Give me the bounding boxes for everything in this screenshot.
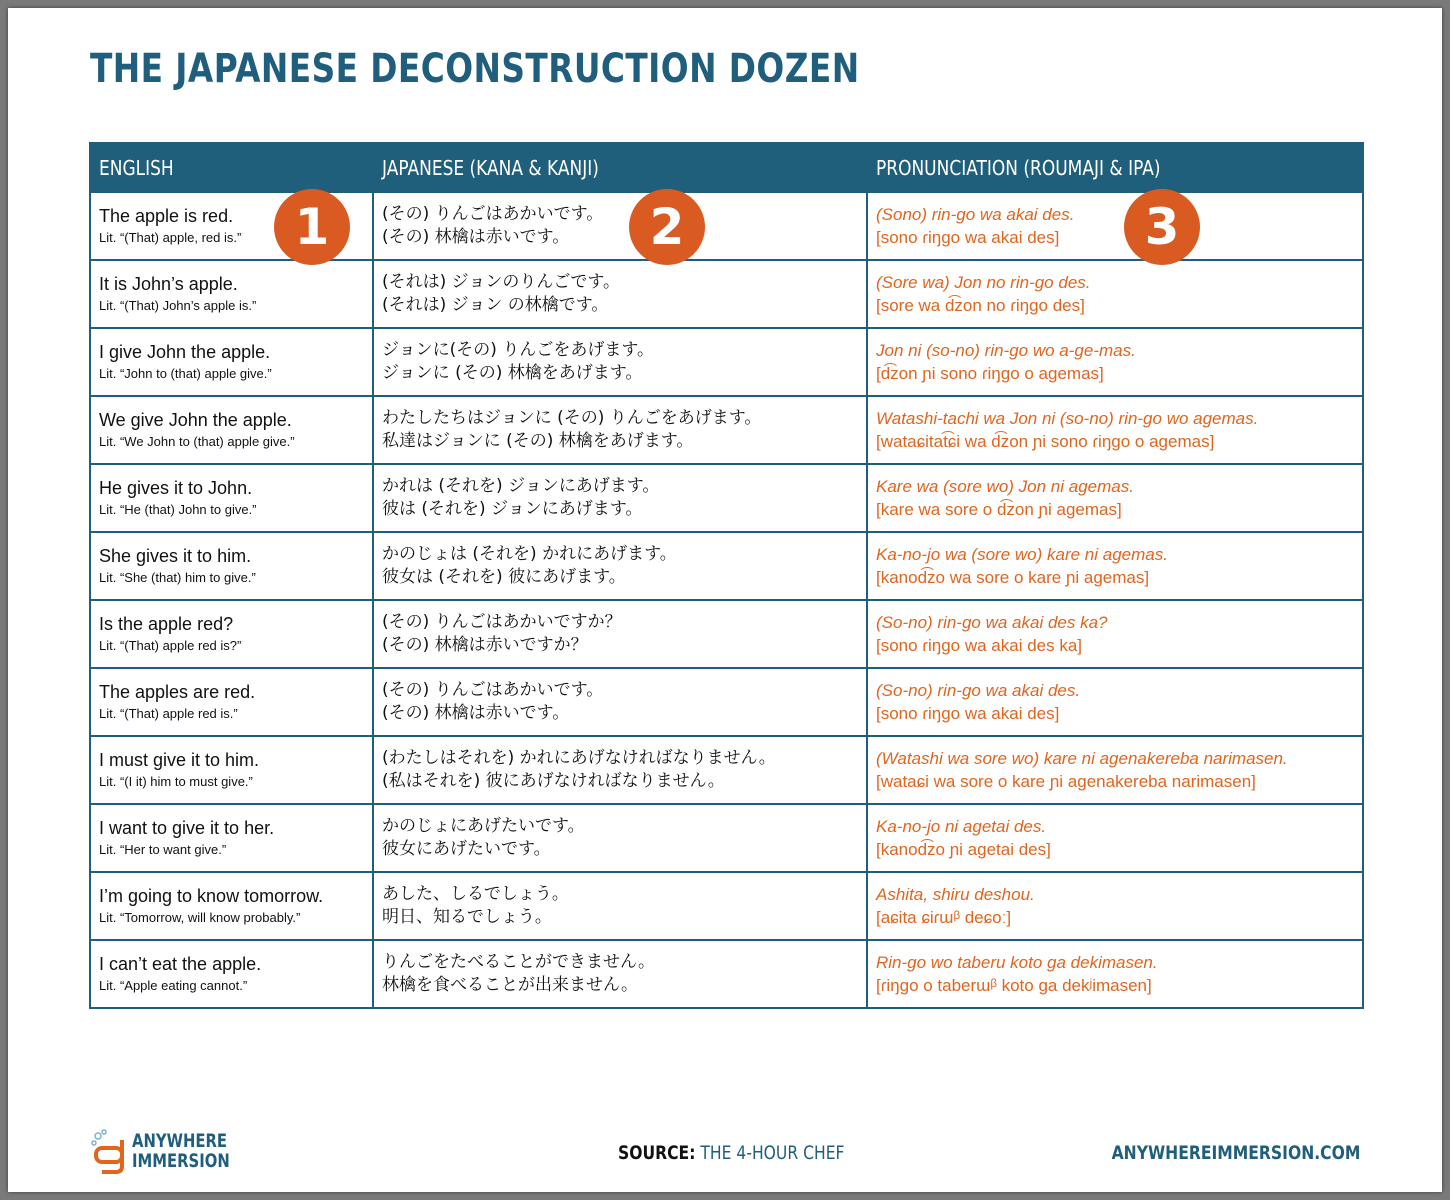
- kanji-text: (その) 林檎は赤いです。: [382, 703, 570, 723]
- source-value: THE 4-HOUR CHEF: [700, 1142, 845, 1164]
- japanese-cell: [373, 668, 867, 736]
- table-row: [90, 532, 1363, 600]
- english-sentence: It is John’s apple.: [99, 274, 238, 294]
- pronunciation-cell: [867, 464, 1363, 532]
- japanese-cell: [373, 532, 867, 600]
- romaji-text: Rin-go wo taberu koto ga dekimasen.: [876, 953, 1158, 972]
- ipa-text: [kanod͡zo wa sore o kare ɲi agemas]: [876, 568, 1150, 587]
- table-row: [90, 736, 1363, 804]
- table-row: [90, 464, 1363, 532]
- source-label: SOURCE:: [618, 1142, 696, 1164]
- kana-text: あした、しるでしょう。: [382, 884, 569, 904]
- header-english: ENGLISH: [90, 143, 373, 192]
- kanji-text: 明日、知るでしょう。: [382, 907, 552, 927]
- literal-translation: Lit. “He (that) John to give.”: [99, 502, 257, 517]
- kana-text: わたしたちはジョンに (その) りんごをあげます。: [382, 408, 762, 428]
- kana-text: (それは) ジョンのりんごです。: [382, 272, 620, 292]
- column-number-badge-1: 1: [274, 189, 350, 265]
- literal-translation: Lit. “Tomorrow, will know probably.”: [99, 910, 301, 925]
- romaji-text: Jon ni (so-no) rin-go wo a-ge-mas.: [876, 341, 1136, 360]
- pronunciation-cell: [867, 532, 1363, 600]
- pronunciation-cell: [867, 668, 1363, 736]
- table-row: [90, 940, 1363, 1008]
- english-cell: [90, 940, 373, 1008]
- header-japanese: JAPANESE (KANA & KANJI): [373, 143, 867, 192]
- literal-translation: Lit. “We John to (that) apple give.”: [99, 434, 295, 449]
- logo-line-2: IMMERSION: [132, 1150, 230, 1172]
- kana-text: (わたしはそれを) かれにあげなければなりません。: [382, 748, 776, 768]
- english-sentence: The apples are red.: [99, 682, 256, 702]
- romaji-text: Kare wa (sore wo) Jon ni agemas.: [876, 477, 1134, 496]
- english-cell: [90, 328, 373, 396]
- table-row: [90, 804, 1363, 872]
- ipa-text: [d͡zon ɲi sono ɾiŋgo o agemas]: [876, 364, 1104, 383]
- japanese-cell: [373, 872, 867, 940]
- kanji-text: 彼女は (それを) 彼にあげます。: [382, 567, 626, 587]
- table-row: [90, 396, 1363, 464]
- table-row: [90, 328, 1363, 396]
- ipa-text: [wataɕitat͡ɕi wa d͡zon ɲi sono ɾiŋgo o agemas]: [876, 432, 1215, 451]
- japanese-cell: [373, 736, 867, 804]
- ipa-text: [aɕita ɕiɾɯᵝ deɕoː]: [876, 908, 1012, 927]
- literal-translation: Lit. “Apple eating cannot.”: [99, 978, 248, 993]
- english-sentence: I must give it to him.: [99, 750, 260, 770]
- romaji-text: Watashi-tachi wa Jon ni (so-no) rin-go wo agemas.: [876, 409, 1259, 428]
- ipa-text: [kare wa sore o d͡zon ɲi agemas]: [876, 500, 1122, 519]
- japanese-cell: [373, 192, 867, 260]
- column-number-badge-2: 2: [629, 189, 705, 265]
- japanese-cell: [373, 804, 867, 872]
- kana-text: かれは (それを) ジョンにあげます。: [382, 476, 660, 496]
- kanji-text: (私はそれを) 彼にあげなければなりません。: [382, 771, 725, 791]
- ipa-text: [sore wa d͡zon no ɾiŋgo des]: [876, 296, 1085, 315]
- english-cell: [90, 668, 373, 736]
- literal-translation: Lit. “(That) apple red is.”: [99, 706, 238, 721]
- pronunciation-cell: [867, 600, 1363, 668]
- ipa-text: [wataɕi wa sore o kare ɲi agenakereba narimasen]: [876, 772, 1256, 791]
- japanese-cell: [373, 600, 867, 668]
- romaji-text: Ashita, shiru deshou.: [876, 885, 1035, 904]
- literal-translation: Lit. “Her to want give.”: [99, 842, 227, 857]
- website-link[interactable]: ANYWHEREIMMERSION.COM: [1111, 1142, 1360, 1164]
- kanji-text: (その) 林檎は赤いですか？: [382, 635, 588, 655]
- literal-translation: Lit. “(That) apple, red is.”: [99, 230, 242, 245]
- romaji-text: (So-no) rin-go wa akai des.: [876, 681, 1081, 700]
- romaji-text: (Watashi wa sore wo) kare ni agenakereba narimasen.: [876, 749, 1288, 768]
- english-sentence: I can’t eat the apple.: [99, 954, 262, 974]
- snorkel-mask-icon: [88, 1128, 132, 1174]
- romaji-text: Ka-no-jo ni agetai des.: [876, 817, 1047, 836]
- table-row: [90, 668, 1363, 736]
- japanese-cell: [373, 396, 867, 464]
- english-cell: [90, 600, 373, 668]
- japanese-cell: [373, 464, 867, 532]
- pronunciation-cell: [867, 736, 1363, 804]
- kana-text: (その) りんごはあかいですか？: [382, 612, 622, 632]
- pronunciation-cell: [867, 260, 1363, 328]
- english-sentence: The apple is red.: [99, 206, 234, 226]
- kana-text: (その) りんごはあかいです。: [382, 204, 604, 224]
- ipa-text: [sono ɾiŋgo wa akai des ka]: [876, 636, 1083, 655]
- kana-text: かのじょは (それを) かれにあげます。: [382, 544, 677, 564]
- kana-text: ジョンに(その) りんごをあげます。: [382, 340, 654, 360]
- kanji-text: 彼は (それを) ジョンにあげます。: [382, 499, 643, 519]
- english-cell: [90, 464, 373, 532]
- romaji-text: (Sono) rin-go wa akai des.: [876, 205, 1075, 224]
- kanji-text: 彼女にあげたいです。: [382, 839, 551, 859]
- pronunciation-cell: [867, 940, 1363, 1008]
- japanese-cell: [373, 328, 867, 396]
- literal-translation: Lit. “(That) apple red is?”: [99, 638, 242, 653]
- kanji-text: (その) 林檎は赤いです。: [382, 227, 570, 247]
- english-cell: [90, 396, 373, 464]
- english-sentence: He gives it to John.: [99, 478, 253, 498]
- table-row: [90, 600, 1363, 668]
- english-cell: [90, 804, 373, 872]
- ipa-text: [kanod͡zo ɲi agetai des]: [876, 840, 1051, 859]
- literal-translation: Lit. “(I it) him to must give.”: [99, 774, 253, 789]
- english-cell: [90, 736, 373, 804]
- pronunciation-cell: [867, 192, 1363, 260]
- english-cell: [90, 260, 373, 328]
- english-cell: [90, 872, 373, 940]
- anywhere-immersion-logo: [88, 1128, 248, 1178]
- literal-translation: Lit. “She (that) him to give.”: [99, 570, 256, 585]
- kana-text: かのじょにあげたいです。: [382, 816, 585, 836]
- romaji-text: (Sore wa) Jon no rin-go des.: [876, 273, 1091, 292]
- kanji-text: (それは) ジョン の林檎です。: [382, 295, 609, 315]
- source-credit: [618, 1142, 845, 1164]
- ipa-text: [ɾiŋgo o taberɯᵝ koto ga dekʲimasen]: [876, 976, 1152, 995]
- literal-translation: Lit. “John to (that) apple give.”: [99, 366, 272, 381]
- literal-translation: Lit. “(That) John’s apple is.”: [99, 298, 257, 313]
- logo-line-1: ANYWHERE: [132, 1130, 228, 1152]
- page: [8, 8, 1442, 1192]
- kana-text: (その) りんごはあかいです。: [382, 680, 604, 700]
- english-sentence: Is the apple red?: [99, 614, 234, 634]
- romaji-text: Ka-no-jo wa (sore wo) kare ni agemas.: [876, 545, 1168, 564]
- ipa-text: [sono ɾiŋgo wa akai des]: [876, 704, 1060, 723]
- english-cell: [90, 192, 373, 260]
- english-cell: [90, 532, 373, 600]
- pronunciation-cell: [867, 804, 1363, 872]
- kanji-text: ジョンに (その) 林檎をあげます。: [382, 363, 643, 383]
- header-pronunciation: PRONUNCIATION (ROUMAJI & IPA): [867, 143, 1363, 192]
- english-sentence: I’m going to know tomorrow.: [99, 886, 324, 906]
- romaji-text: (So-no) rin-go wa akai des ka?: [876, 613, 1108, 632]
- english-sentence: We give John the apple.: [99, 410, 292, 430]
- footer: [8, 1128, 1442, 1178]
- table-header-row: [90, 143, 1363, 192]
- deconstruction-table: [89, 142, 1364, 1009]
- table-row: [90, 260, 1363, 328]
- english-sentence: I give John the apple.: [99, 342, 271, 362]
- english-sentence: I want to give it to her.: [99, 818, 275, 838]
- pronunciation-cell: [867, 328, 1363, 396]
- ipa-text: [sono ɾiŋgo wa akai des]: [876, 228, 1060, 247]
- page-title: THE JAPANESE DECONSTRUCTION DOZEN: [90, 46, 860, 92]
- kanji-text: 林檎を食べることが出来ません。: [382, 975, 639, 995]
- column-number-badge-3: 3: [1124, 189, 1200, 265]
- table-row: [90, 872, 1363, 940]
- japanese-cell: [373, 260, 867, 328]
- kana-text: りんごをたべることができません。: [382, 952, 656, 972]
- pronunciation-cell: [867, 872, 1363, 940]
- english-sentence: She gives it to him.: [99, 546, 252, 566]
- pronunciation-cell: [867, 396, 1363, 464]
- japanese-cell: [373, 940, 867, 1008]
- table-row: [90, 192, 1363, 260]
- kanji-text: 私達はジョンに (その) 林檎をあげます。: [382, 431, 694, 451]
